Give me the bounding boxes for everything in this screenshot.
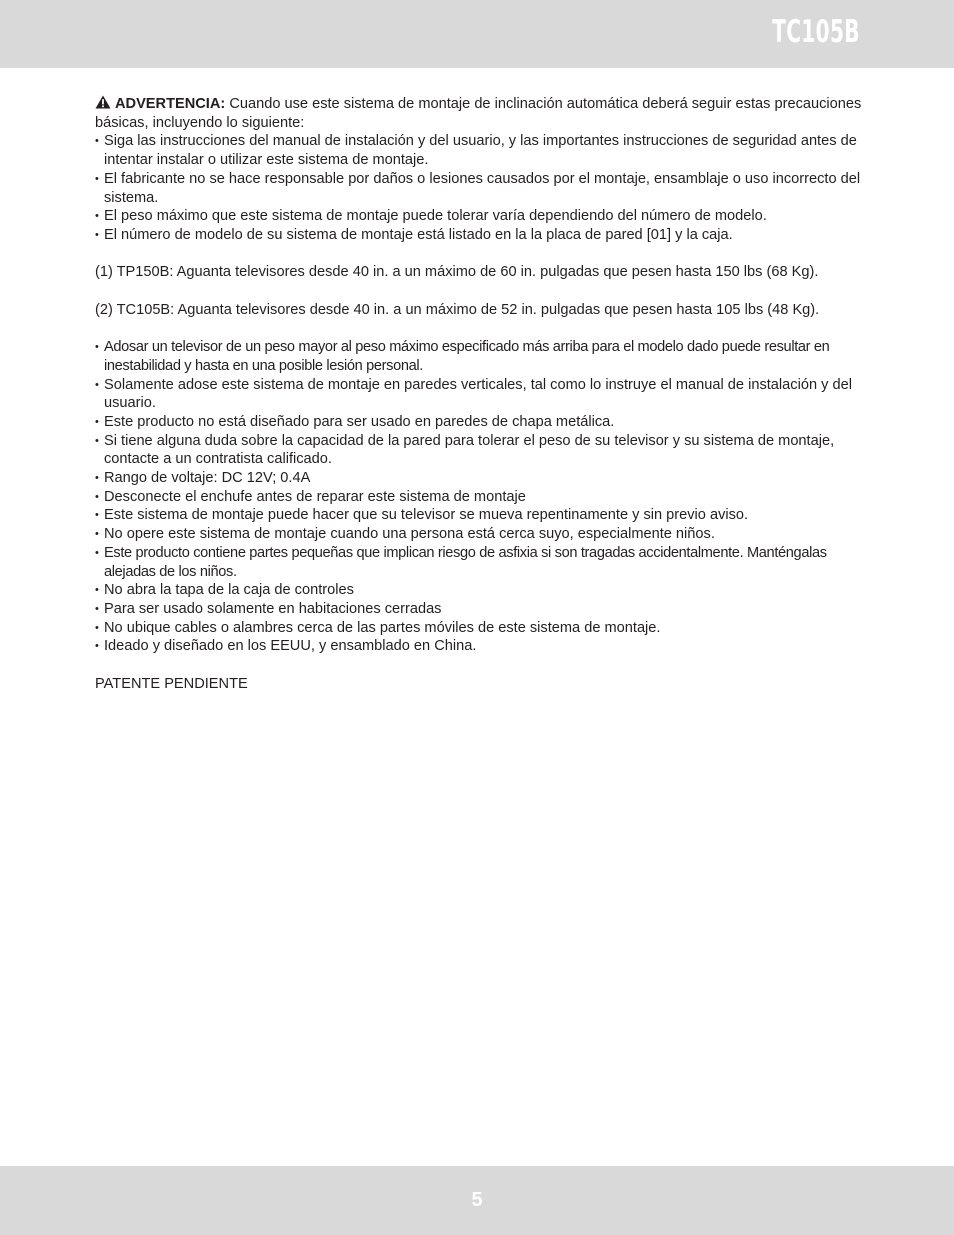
- list-item: • Siga las instrucciones del manual de instalación y del usuario, y las importantes instrucciones de seguridad antes de intentar instalar o utilizar este sistema de montaje.: [95, 132, 863, 169]
- warning-label: ADVERTENCIA:: [115, 96, 226, 112]
- list-item: • Desconecte el enchufe antes de reparar este sistema de montaje: [95, 488, 863, 507]
- list-item: • Si tiene alguna duda sobre la capacidad de la pared para tolerar el peso de su televisor y su sistema de montaje, contacte a un contratista calificado.: [95, 432, 863, 469]
- list-item: • Este sistema de montaje puede hacer que su televisor se mueva repentinamente y sin previo aviso.: [95, 506, 863, 525]
- list-item: • No opere este sistema de montaje cuando una persona está cerca suyo, especialmente niños.: [95, 525, 863, 544]
- document-body: [95, 95, 863, 708]
- model-title: TC105B: [772, 14, 860, 50]
- list-item: • Para ser usado solamente en habitaciones cerradas: [95, 600, 863, 619]
- list-item: • El peso máximo que este sistema de montaje puede tolerar varía dependiendo del número de modelo.: [95, 207, 863, 226]
- page-number: 5: [471, 1189, 483, 1211]
- precautions-list-a: [95, 132, 863, 244]
- warning-paragraph: [95, 95, 863, 132]
- list-item: • Este producto no está diseñado para ser usado en paredes de chapa metálica.: [95, 413, 863, 432]
- list-item: • Solamente adose este sistema de montaje en paredes verticales, tal como lo instruye el manual de instalación y del usuario.: [95, 376, 863, 413]
- warning-triangle-icon: [95, 95, 111, 109]
- list-item: • Rango de voltaje: DC 12V; 0.4A: [95, 469, 863, 488]
- patent-notice: PATENTE PENDIENTE: [95, 675, 248, 692]
- list-item: • Ideado y diseñado en los EEUU, y ensamblado en China.: [95, 637, 863, 656]
- list-item: • No abra la tapa de la caja de controles: [95, 581, 863, 600]
- precautions-list-b: [95, 338, 863, 656]
- list-item: • No ubique cables o alambres cerca de las partes móviles de este sistema de montaje.: [95, 619, 863, 638]
- header-bar: [0, 0, 954, 68]
- list-item: • El número de modelo de su sistema de montaje está listado en la la placa de pared [01] y la caja.: [95, 226, 863, 245]
- list-item: • Este producto contiene partes pequeñas que implican riesgo de asfixia si son tragadas accidentalmente. Manténgalas alejadas de los niños.: [95, 544, 863, 581]
- warning-text: Cuando use este sistema de montaje de inclinación automática deberá seguir estas precauciones básicas, incluyendo lo siguiente:: [95, 96, 862, 131]
- footer-bar: [0, 1166, 954, 1235]
- model-spec-tp150b: (1) TP150B: Aguanta televisores desde 40 in. a un máximo de 60 in. pulgadas que pesen hasta 150 lbs (68 Kg).: [95, 264, 819, 281]
- list-item: • El fabricante no se hace responsable por daños o lesiones causados por el montaje, ensamblaje o uso incorrecto del sistema.: [95, 170, 863, 207]
- model-spec-tc105b: (2) TC105B: Aguanta televisores desde 40 in. a un máximo de 52 in. pulgadas que pesen hasta 105 lbs (48 Kg).: [95, 301, 820, 318]
- list-item: • Adosar un televisor de un peso mayor al peso máximo especificado más arriba para el modelo dado puede resultar en inestabilidad y hasta en una posible lesión personal.: [95, 338, 863, 375]
